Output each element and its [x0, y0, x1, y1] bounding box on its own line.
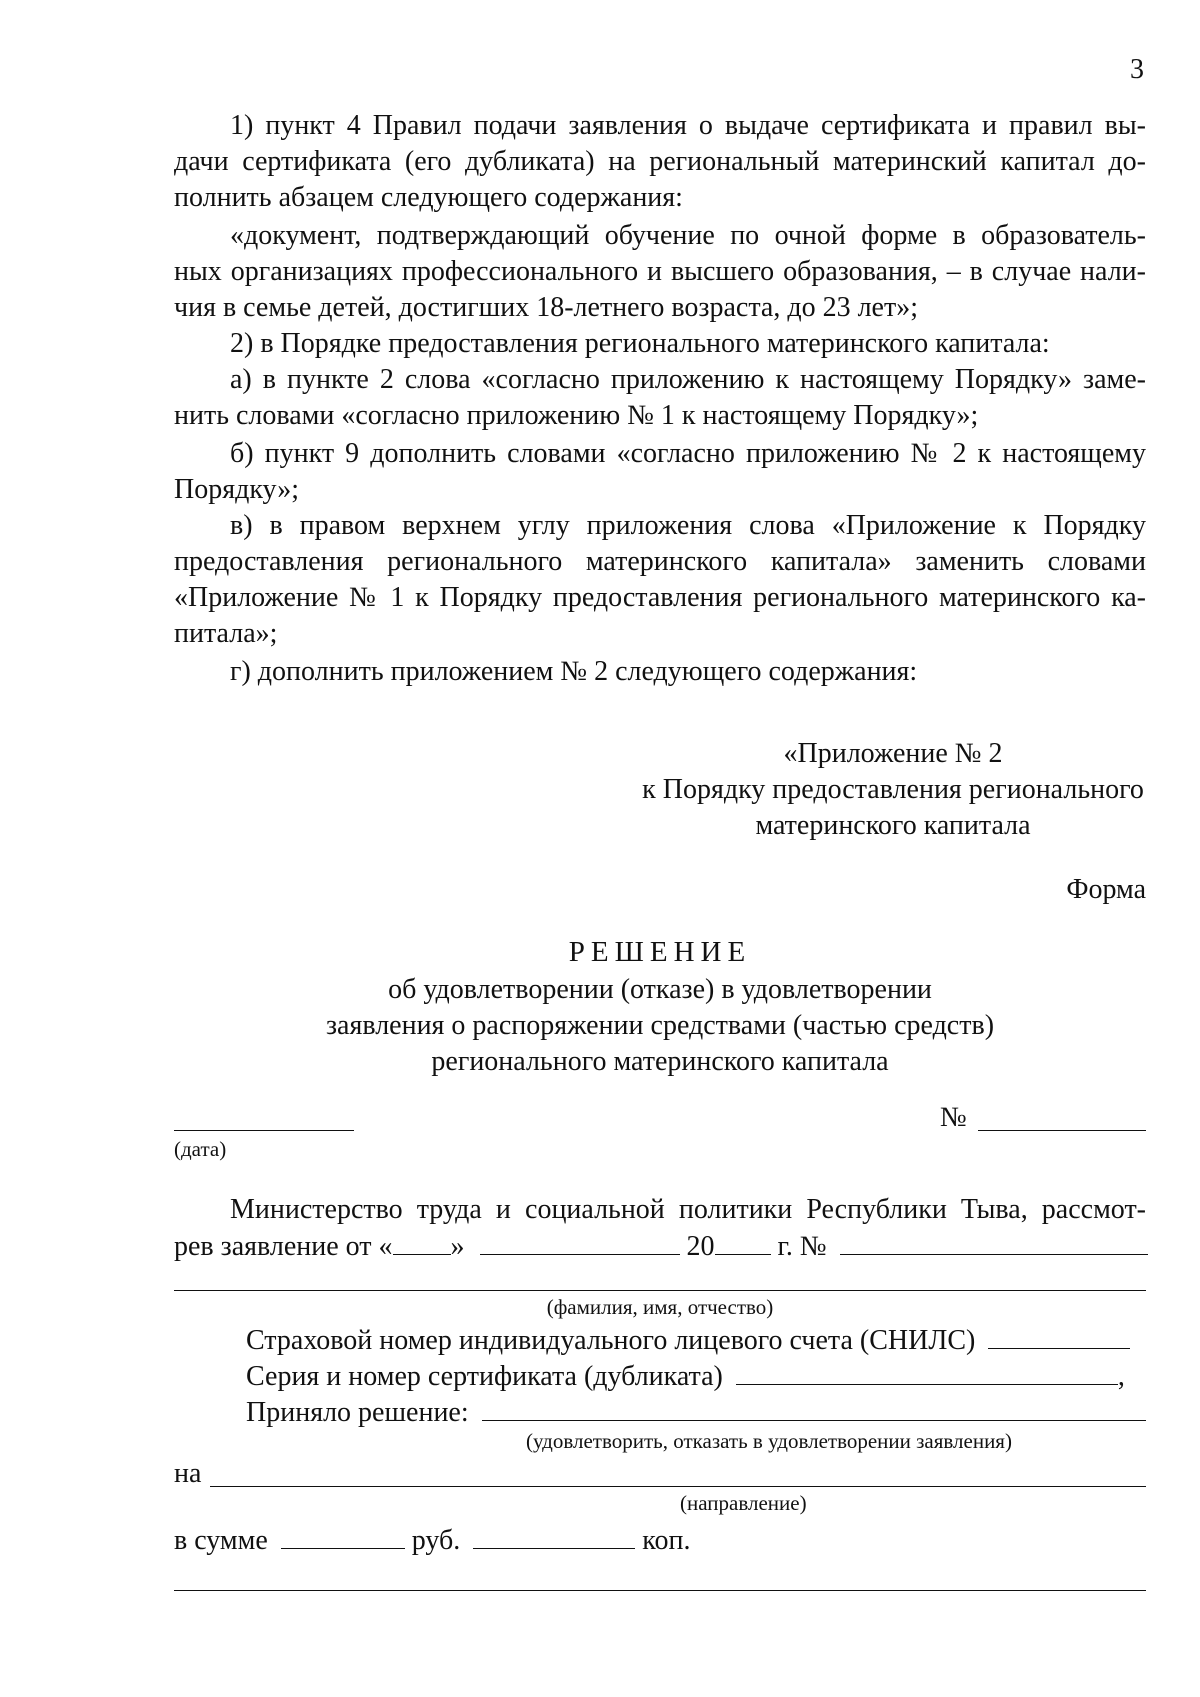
paragraph-line: в) в правом верхнем углу приложения слова «Приложение к Порядку: [230, 510, 1146, 541]
snils-row: [246, 1322, 1130, 1359]
date-field[interactable]: [174, 1130, 354, 1131]
decision-label: Приняло решение:: [246, 1397, 469, 1428]
decision-subtitle-line: об удовлетворении (отказе) в удовлетворении: [388, 974, 932, 1005]
paragraph-line: а) в пункте 2 слова «согласно приложению к настоящему Порядку» заме-: [230, 364, 1146, 395]
paragraph-line: «документ, подтверждающий обучение по очной форме в образователь-: [230, 220, 1146, 251]
appendix-header-line: материнского капитала: [755, 810, 1031, 841]
decision-subtitle-line: заявления о распоряжении средствами (частью средств): [325, 1010, 995, 1041]
decision-subtitle-line: регионального материнского капитала: [431, 1046, 889, 1077]
rub-label: руб.: [411, 1525, 461, 1556]
decision-number-field[interactable]: [978, 1130, 1146, 1131]
page-number: 3: [1130, 54, 1144, 85]
paragraph-line: нить словами «согласно приложению № 1 к настоящему Порядку»;: [174, 400, 979, 431]
certificate-row: [246, 1358, 1125, 1395]
paragraph-line: г) дополнить приложением № 2 следующего содержания:: [230, 656, 918, 687]
certificate-comma: ,: [1117, 1361, 1125, 1392]
sum-prefix: в сумме: [174, 1525, 268, 1556]
paragraph-line: дачи сертификата (его дубликата) на региональный материнский капитал до-: [174, 146, 1146, 177]
intro-line-2: [174, 1228, 1148, 1265]
paragraph-line: питала»;: [174, 618, 278, 649]
kopecks-field[interactable]: [473, 1522, 635, 1549]
paragraph-line: ных организациях профессионального и высшего образования, – в случае нали-: [174, 256, 1146, 287]
paragraph-line: б) пункт 9 дополнить словами «согласно приложению № 2 к настоящему: [230, 438, 1146, 469]
decision-field[interactable]: [482, 1394, 1146, 1421]
snils-field[interactable]: [988, 1322, 1130, 1349]
application-number-field[interactable]: [840, 1228, 1148, 1255]
paragraph-line: «Приложение № 1 к Порядку предоставления регионального материнского ка-: [174, 582, 1146, 613]
appendix-header-line: к Порядку предоставления регионального: [642, 774, 1144, 805]
application-year-field[interactable]: [715, 1228, 771, 1255]
intro-text-d: г. №: [777, 1231, 827, 1262]
paragraph-line: предоставления регионального материнского капитала» заменить словами: [174, 546, 1146, 577]
closing-line[interactable]: [174, 1590, 1146, 1591]
direction-caption: (направление): [680, 1491, 807, 1515]
certificate-field[interactable]: [736, 1358, 1118, 1385]
sum-row: [174, 1522, 690, 1559]
certificate-label: Серия и номер сертификата (дубликата): [246, 1361, 723, 1392]
fio-field[interactable]: [174, 1290, 1146, 1291]
intro-text-b: »: [450, 1231, 465, 1262]
intro-line: Министерство труда и социальной политики Республики Тыва, рассмот-: [230, 1194, 1146, 1225]
appendix-header-line: «Приложение № 2: [783, 738, 1003, 769]
paragraph-line: полнить абзацем следующего содержания:: [174, 182, 683, 213]
intro-text-a: рев заявление от «: [174, 1231, 393, 1262]
number-sign: №: [940, 1102, 967, 1133]
decision-caption: (удовлетворить, отказать в удовлетворении заявления): [526, 1429, 1012, 1453]
direction-field[interactable]: [210, 1486, 1146, 1487]
snils-label: Страховой номер индивидуального лицевого счета (СНИЛС): [246, 1325, 976, 1356]
paragraph-line: Порядку»;: [174, 474, 300, 505]
decision-row: [246, 1394, 1146, 1431]
paragraph-line: чия в семье детей, достигших 18-летнего возраста, до 23 лет»;: [174, 292, 918, 323]
rubles-field[interactable]: [281, 1522, 405, 1549]
application-month-field[interactable]: [480, 1228, 680, 1255]
intro-text-c: 20: [686, 1231, 715, 1262]
application-day-field[interactable]: [393, 1228, 451, 1255]
fio-caption: (фамилия, имя, отчество): [546, 1295, 774, 1319]
decision-title: РЕШЕНИЕ: [568, 936, 752, 968]
form-label: Форма: [1066, 874, 1146, 905]
kop-label: коп.: [642, 1525, 691, 1556]
direction-prefix: на: [174, 1458, 202, 1489]
paragraph-line: 2) в Порядке предоставления регионального материнского капитала:: [230, 328, 1050, 359]
date-caption: (дата): [174, 1137, 227, 1161]
paragraph-line: 1) пункт 4 Правил подачи заявления о выдаче сертификата и правил вы-: [230, 110, 1146, 141]
